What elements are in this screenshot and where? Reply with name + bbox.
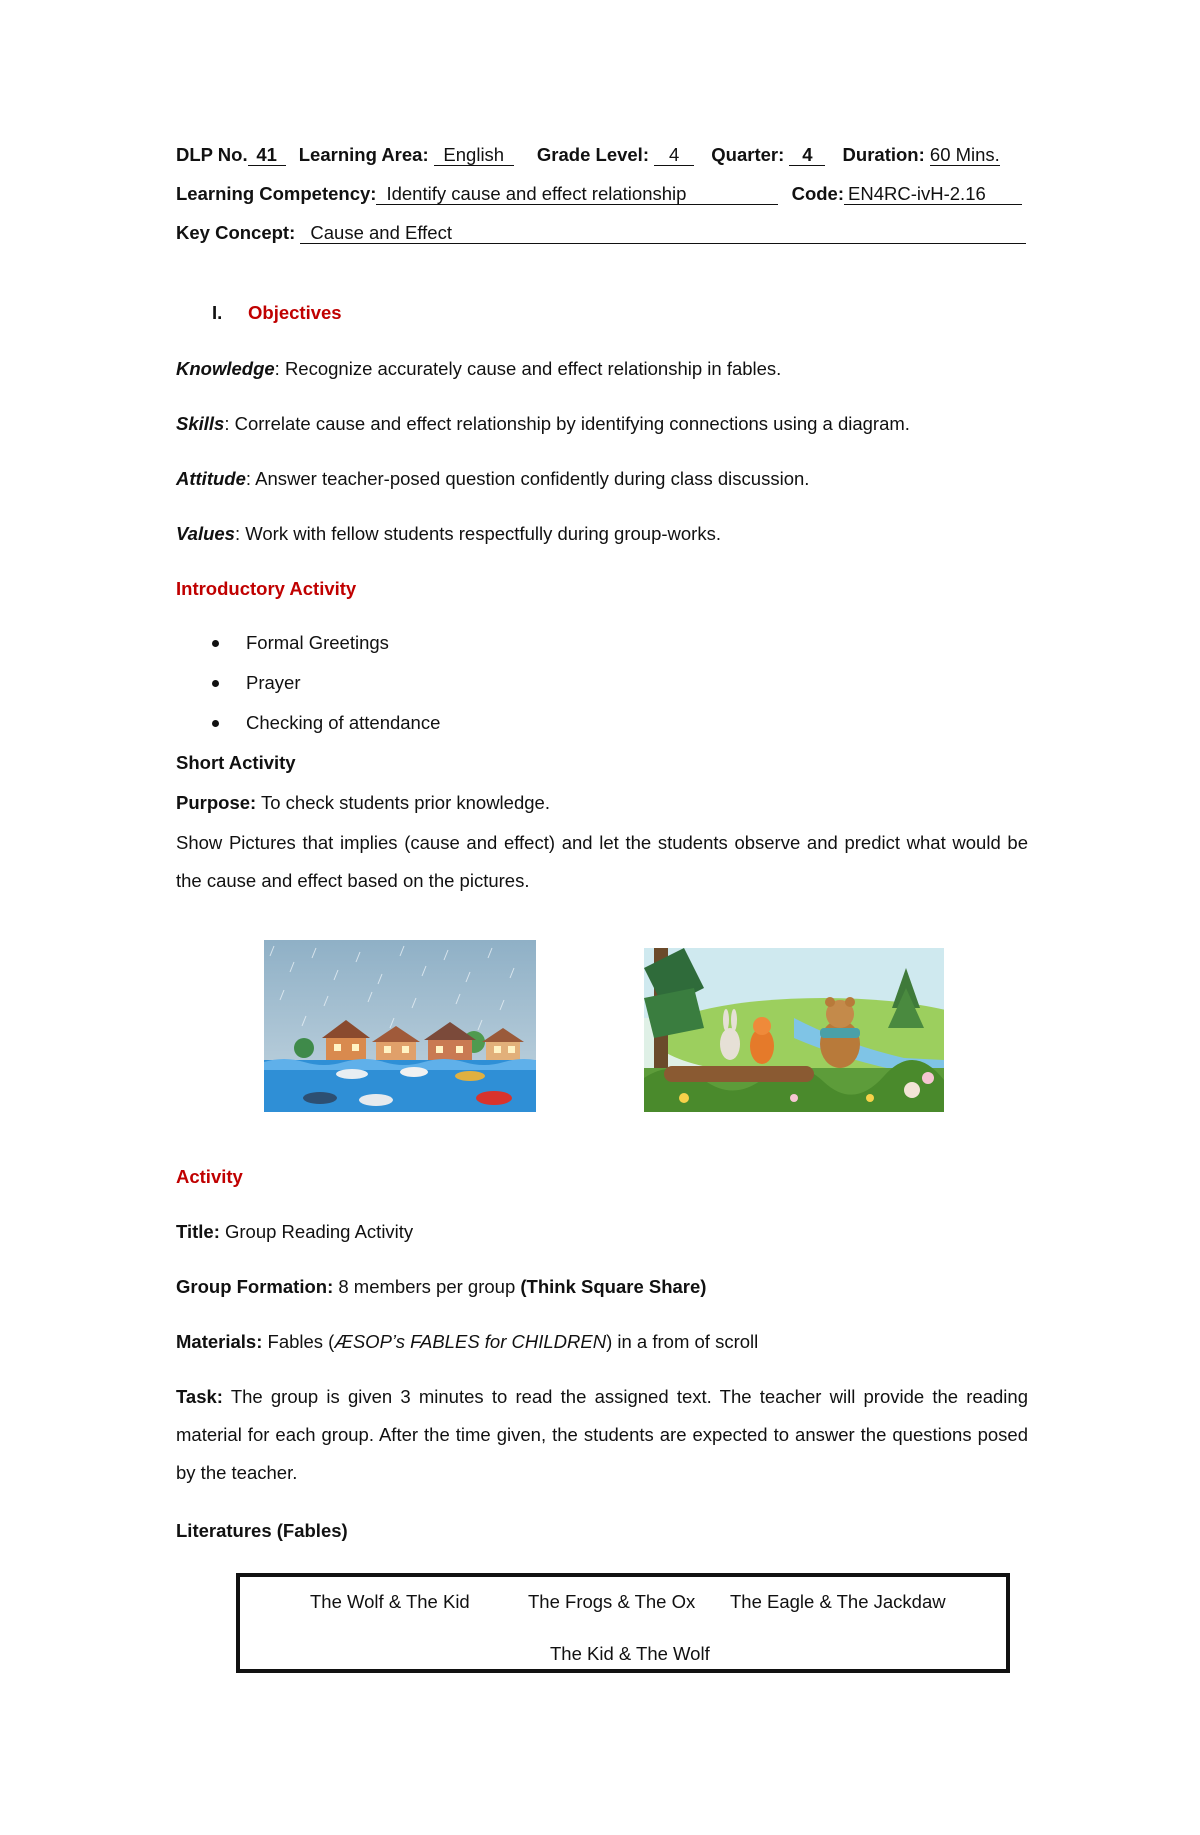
knowledge-label: Knowledge <box>176 358 275 379</box>
group-method: (Think Square Share) <box>520 1276 707 1297</box>
attitude-label: Attitude <box>176 468 246 489</box>
task-label: Task: <box>176 1386 223 1407</box>
group-formation-line <box>176 1276 706 1298</box>
task-paragraph <box>176 1378 1028 1492</box>
section-title: Objectives <box>248 302 342 323</box>
fable-title: The Wolf & The Kid <box>310 1591 470 1612</box>
short-activity-heading: Short Activity <box>176 752 296 773</box>
group-label: Group Formation: <box>176 1276 334 1297</box>
title-label: Title: <box>176 1221 220 1242</box>
intro-heading: Introductory Activity <box>176 578 357 599</box>
concept-label: Key Concept: <box>176 222 296 243</box>
attitude-objective <box>176 468 809 490</box>
grade-value: 4 <box>654 145 694 166</box>
quarter-label: Quarter: <box>711 144 785 165</box>
dlp-label: DLP No. <box>176 144 248 165</box>
skills-label: Skills <box>176 413 225 434</box>
knowledge-objective <box>176 358 781 380</box>
flood-picture <box>264 940 536 1112</box>
literatures-heading: Literatures (Fables) <box>176 1520 348 1541</box>
duration-value: 60 Mins. <box>929 144 1000 165</box>
duration-label: Duration: <box>842 144 925 165</box>
area-label: Learning Area: <box>298 144 429 165</box>
bullet-icon <box>212 680 219 687</box>
knowledge-text: : Recognize accurately cause and effect relationship in fables. <box>274 358 782 379</box>
materials-post: ) in a from of scroll <box>606 1331 759 1352</box>
meadow-animals-picture <box>644 948 944 1112</box>
list-item: Prayer <box>246 672 301 693</box>
code-value: EN4RC-ivH-2.16 <box>844 184 1022 205</box>
purpose-line <box>176 792 550 814</box>
section-number: I. <box>212 302 223 323</box>
fable-title: The Eagle & The Jackdaw <box>730 1591 946 1612</box>
materials-pre: Fables ( <box>262 1331 335 1352</box>
skills-text: : Correlate cause and effect relationship by identifying connections using a diagram. <box>224 413 910 434</box>
header-row-1 <box>176 144 1000 166</box>
task-text: The group is given 3 minutes to read the assigned text. The teacher will provide the reading material for each group. After the time given, the students are expected to answer the questions posed by the teacher. <box>176 1386 1028 1483</box>
values-objective <box>176 523 721 545</box>
area-value: English <box>434 145 514 166</box>
competency-value: Identify cause and effect relationship <box>376 184 778 205</box>
short-activity-instructions: Show Pictures that implies (cause and effect) and let the students observe and predict what would be the cause and effect based on the pictures. <box>176 832 1028 891</box>
attitude-text: : Answer teacher-posed question confidently during class discussion. <box>245 468 810 489</box>
skills-objective <box>176 413 910 435</box>
fables-box <box>236 1573 1010 1673</box>
list-item: Formal Greetings <box>246 632 389 653</box>
bullet-icon <box>212 640 219 647</box>
values-label: Values <box>176 523 235 544</box>
materials-line <box>176 1331 758 1353</box>
grade-label: Grade Level: <box>536 144 649 165</box>
fable-title: The Kid & The Wolf <box>550 1643 710 1664</box>
quarter-value: 4 <box>789 145 825 166</box>
purpose-label: Purpose: <box>176 792 257 813</box>
dlp-value: 41 <box>248 145 286 166</box>
code-label: Code: <box>791 183 845 204</box>
objectives-heading <box>212 302 342 324</box>
concept-value: Cause and Effect <box>300 223 1026 244</box>
header-row-2 <box>176 183 1022 205</box>
competency-label: Learning Competency: <box>176 183 377 204</box>
group-text: 8 members per group <box>333 1276 521 1297</box>
activity-heading: Activity <box>176 1166 243 1187</box>
materials-book-title: ÆSOP’s FABLES for CHILDREN <box>334 1331 607 1352</box>
materials-label: Materials: <box>176 1331 263 1352</box>
intro-list <box>176 632 776 752</box>
header-row-3 <box>176 222 1026 244</box>
fable-title: The Frogs & The Ox <box>528 1591 696 1612</box>
values-text: : Work with fellow students respectfully during group-works. <box>234 523 721 544</box>
list-item: Checking of attendance <box>246 712 441 733</box>
bullet-icon <box>212 720 219 727</box>
title-line <box>176 1221 413 1243</box>
title-text: Group Reading Activity <box>219 1221 414 1242</box>
purpose-text: To check students prior knowledge. <box>256 792 550 813</box>
